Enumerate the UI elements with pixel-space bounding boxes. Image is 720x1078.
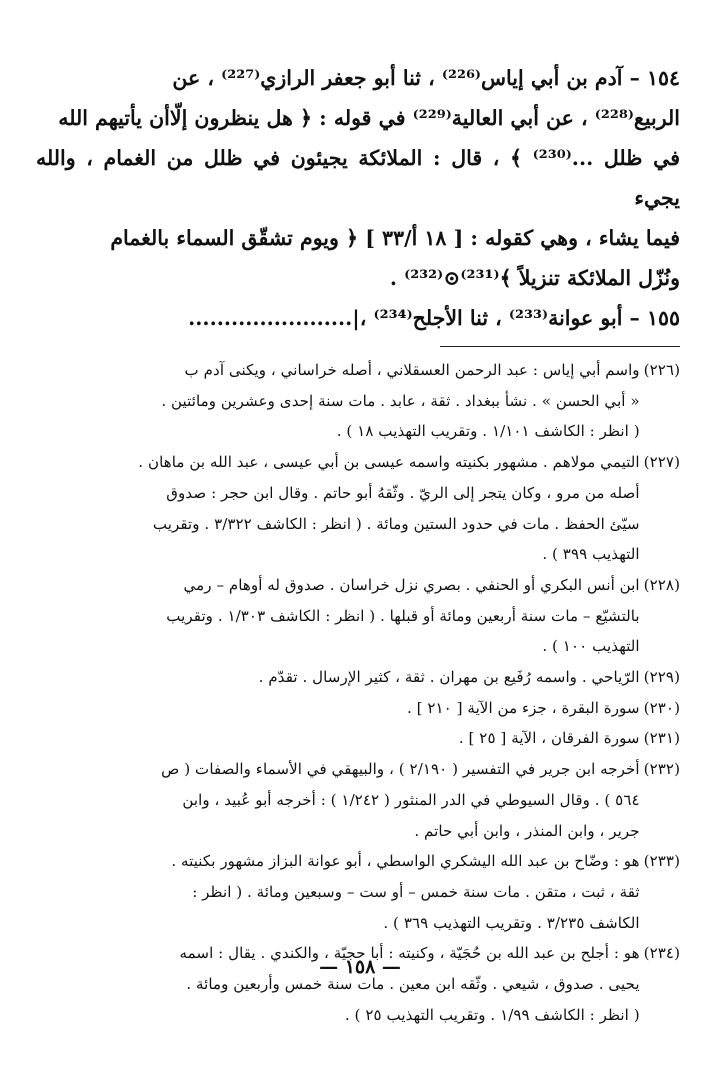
footnote-line: الرّياحي . واسمه رُفَيع بن مهران . ثقة ، كثير الإرسال . تقدّم . (258, 668, 640, 687)
footnote-line: يحيى . صدوق ، شيعي . وثّقه ابن معين . مات سنة خمس وأربعين ومائة . (186, 975, 640, 994)
footnote-number: (٢٢٦) (643, 361, 680, 379)
footnote-line: سيّئ الحفظ . مات في حدود الستين ومائة . ( انظر : الكاشف ٣/٣٢٢ . وتقريب (152, 514, 640, 533)
entry-155 (36, 298, 680, 338)
main-text (36, 58, 680, 338)
footnote-number: (٢٣٤) (643, 944, 680, 963)
footnote-number: (٢٣٢) (643, 760, 680, 779)
page (36, 58, 680, 1078)
footnote-body (36, 693, 640, 724)
footnotes (36, 355, 680, 1030)
footnote-divider (440, 346, 680, 347)
footnote-line: ثقة ، ثبت ، متقن . مات سنة خمس – أو ست – وسبعين ومائة . ( انظر : (192, 882, 640, 901)
footnote-line: الكاشف ٣/٢٣٥ . وتقريب التهذيب ٣٦٩ ) . (383, 913, 640, 932)
text-line: ١٥٥ – أبو عوانة⁽²³³⁾ ، ثنا الأجلح⁽²³⁴⁾ ،|....................... (188, 306, 680, 330)
footnote-body (36, 662, 640, 693)
text-line: الربيع⁽²²⁸⁾ ، عن أبي العالية⁽²²⁹⁾ في قوله : ﴿ هل ينظرون إلّاأن يأتيهم الله (58, 106, 680, 130)
footnote-230 (36, 693, 680, 724)
footnote-line: أصله من مرو ، وكان يتجر إلى الريّ . وثّقهُ أبو حاتم . وقال ابن حجر : صدوق (166, 483, 640, 502)
text-line: في ظلل ...⁽²³⁰⁾ ﴾ ، قال : الملائكة يجيئون في ظلل من الغمام ، والله يجيء (36, 146, 680, 210)
footnote-line: سورة البقرة ، جزء من الآية [ ٢١٠ ] . (406, 698, 640, 717)
footnote-number: (٢٢٩) (643, 668, 680, 687)
footnote-line: ( انظر : الكاشف ١/٩٩ . وتقريب التهذيب ٢٥ ) . (344, 1005, 640, 1024)
footnote-number: (٢٢٨) (643, 575, 680, 594)
footnote-number: (٢٣٠) (643, 698, 680, 717)
footnote-number: (٢٣١) (643, 729, 680, 748)
footnote-line: أخرجه ابن جرير في التفسير ( ٢/١٩٠ ) ، والبيهقي في الأسماء والصفات ( ص (161, 760, 640, 779)
footnote-line: التيمي مولاهم . مشهور بكنيته واسمه عيسى بن أبي عيسى ، عبد الله بن ماهان . (138, 453, 640, 472)
footnote-228 (36, 570, 680, 662)
footnote-number: (٢٢٧) (643, 453, 680, 472)
footnote-229 (36, 662, 680, 693)
footnote-line: واسم أبي إياس : عبد الرحمن العسقلاني ، أصله خراساني ، ويكنى آدم ب (184, 361, 640, 379)
footnote-number: (٢٣٣) (643, 852, 680, 871)
footnote-line: بالتشيّع – مات سنة أربعين ومائة أو قبلها . ( انظر : الكاشف ١/٣٠٣ . وتقريب (166, 606, 640, 625)
footnote-234 (36, 938, 680, 1030)
footnote-line: جرير ، وابن المنذر ، وابن أبي حاتم . (414, 821, 640, 840)
footnote-227 (36, 447, 680, 570)
entry-154 (36, 58, 680, 298)
footnote-231 (36, 723, 680, 754)
footnote-body (36, 570, 640, 662)
footnote-line: ٥٦٤ ) . وقال السيوطي في الدر المنثور ( ١/٢٤٢ ) : أخرجه أبو عُبيد ، وابن (182, 790, 640, 809)
text-line: ١٥٤ – آدم بن أبي إياس⁽²²⁶⁾ ، ثنا أبو جعفر الرازي⁽²²⁷⁾ ، عن (172, 66, 680, 90)
footnote-line: « أبي الحسن » . نشأ ببغداد . ثقة ، عابد . مات سنة إحدى وعشرين ومائتين . (161, 391, 640, 410)
text-line: فيما يشاء ، وهي كقوله : [ ١٨ أ/٣٣ ] ﴿ ويوم تشقّق السماء بالغمام (110, 226, 680, 250)
footnote-line: التهذيب ٣٩٩ ) . (542, 545, 640, 564)
footnote-line: ( انظر : الكاشف ١/١٠١ . وتقريب التهذيب ١٨ ) . (336, 422, 640, 441)
footnote-body (36, 355, 640, 447)
text-line: ونُزّل الملائكة تنزيلاً ﴾⁽²³¹⁾⊙⁽²³²⁾ . (389, 266, 680, 290)
footnote-line: ابن أنس البكري أو الحنفي . بصري نزل خراسان . صدوق له أوهام – رمي (183, 575, 640, 594)
footnote-232 (36, 754, 680, 846)
footnote-body (36, 938, 640, 1030)
footnote-line: هو : وضّاح بن عبد الله اليشكري الواسطي ، أبو عوانة البزاز مشهور بكنيته . (171, 852, 640, 871)
footnote-body (36, 447, 640, 570)
footnote-body (36, 754, 640, 846)
footnote-body (36, 723, 640, 754)
footnote-line: سورة الفرقان ، الآية [ ٢٥ ] . (458, 729, 640, 748)
footnote-line: هو : أجلح بن عبد الله بن حُجَيّة ، وكنيته : أبا حجيّة ، والكندي . يقال : اسمه (179, 944, 640, 963)
footnote-body (36, 846, 640, 938)
footnote-line: التهذيب ١٠٠ ) . (542, 637, 640, 656)
footnote-226 (36, 355, 680, 447)
page-number: — ١٥٨ — (319, 956, 401, 978)
footnote-233 (36, 846, 680, 938)
